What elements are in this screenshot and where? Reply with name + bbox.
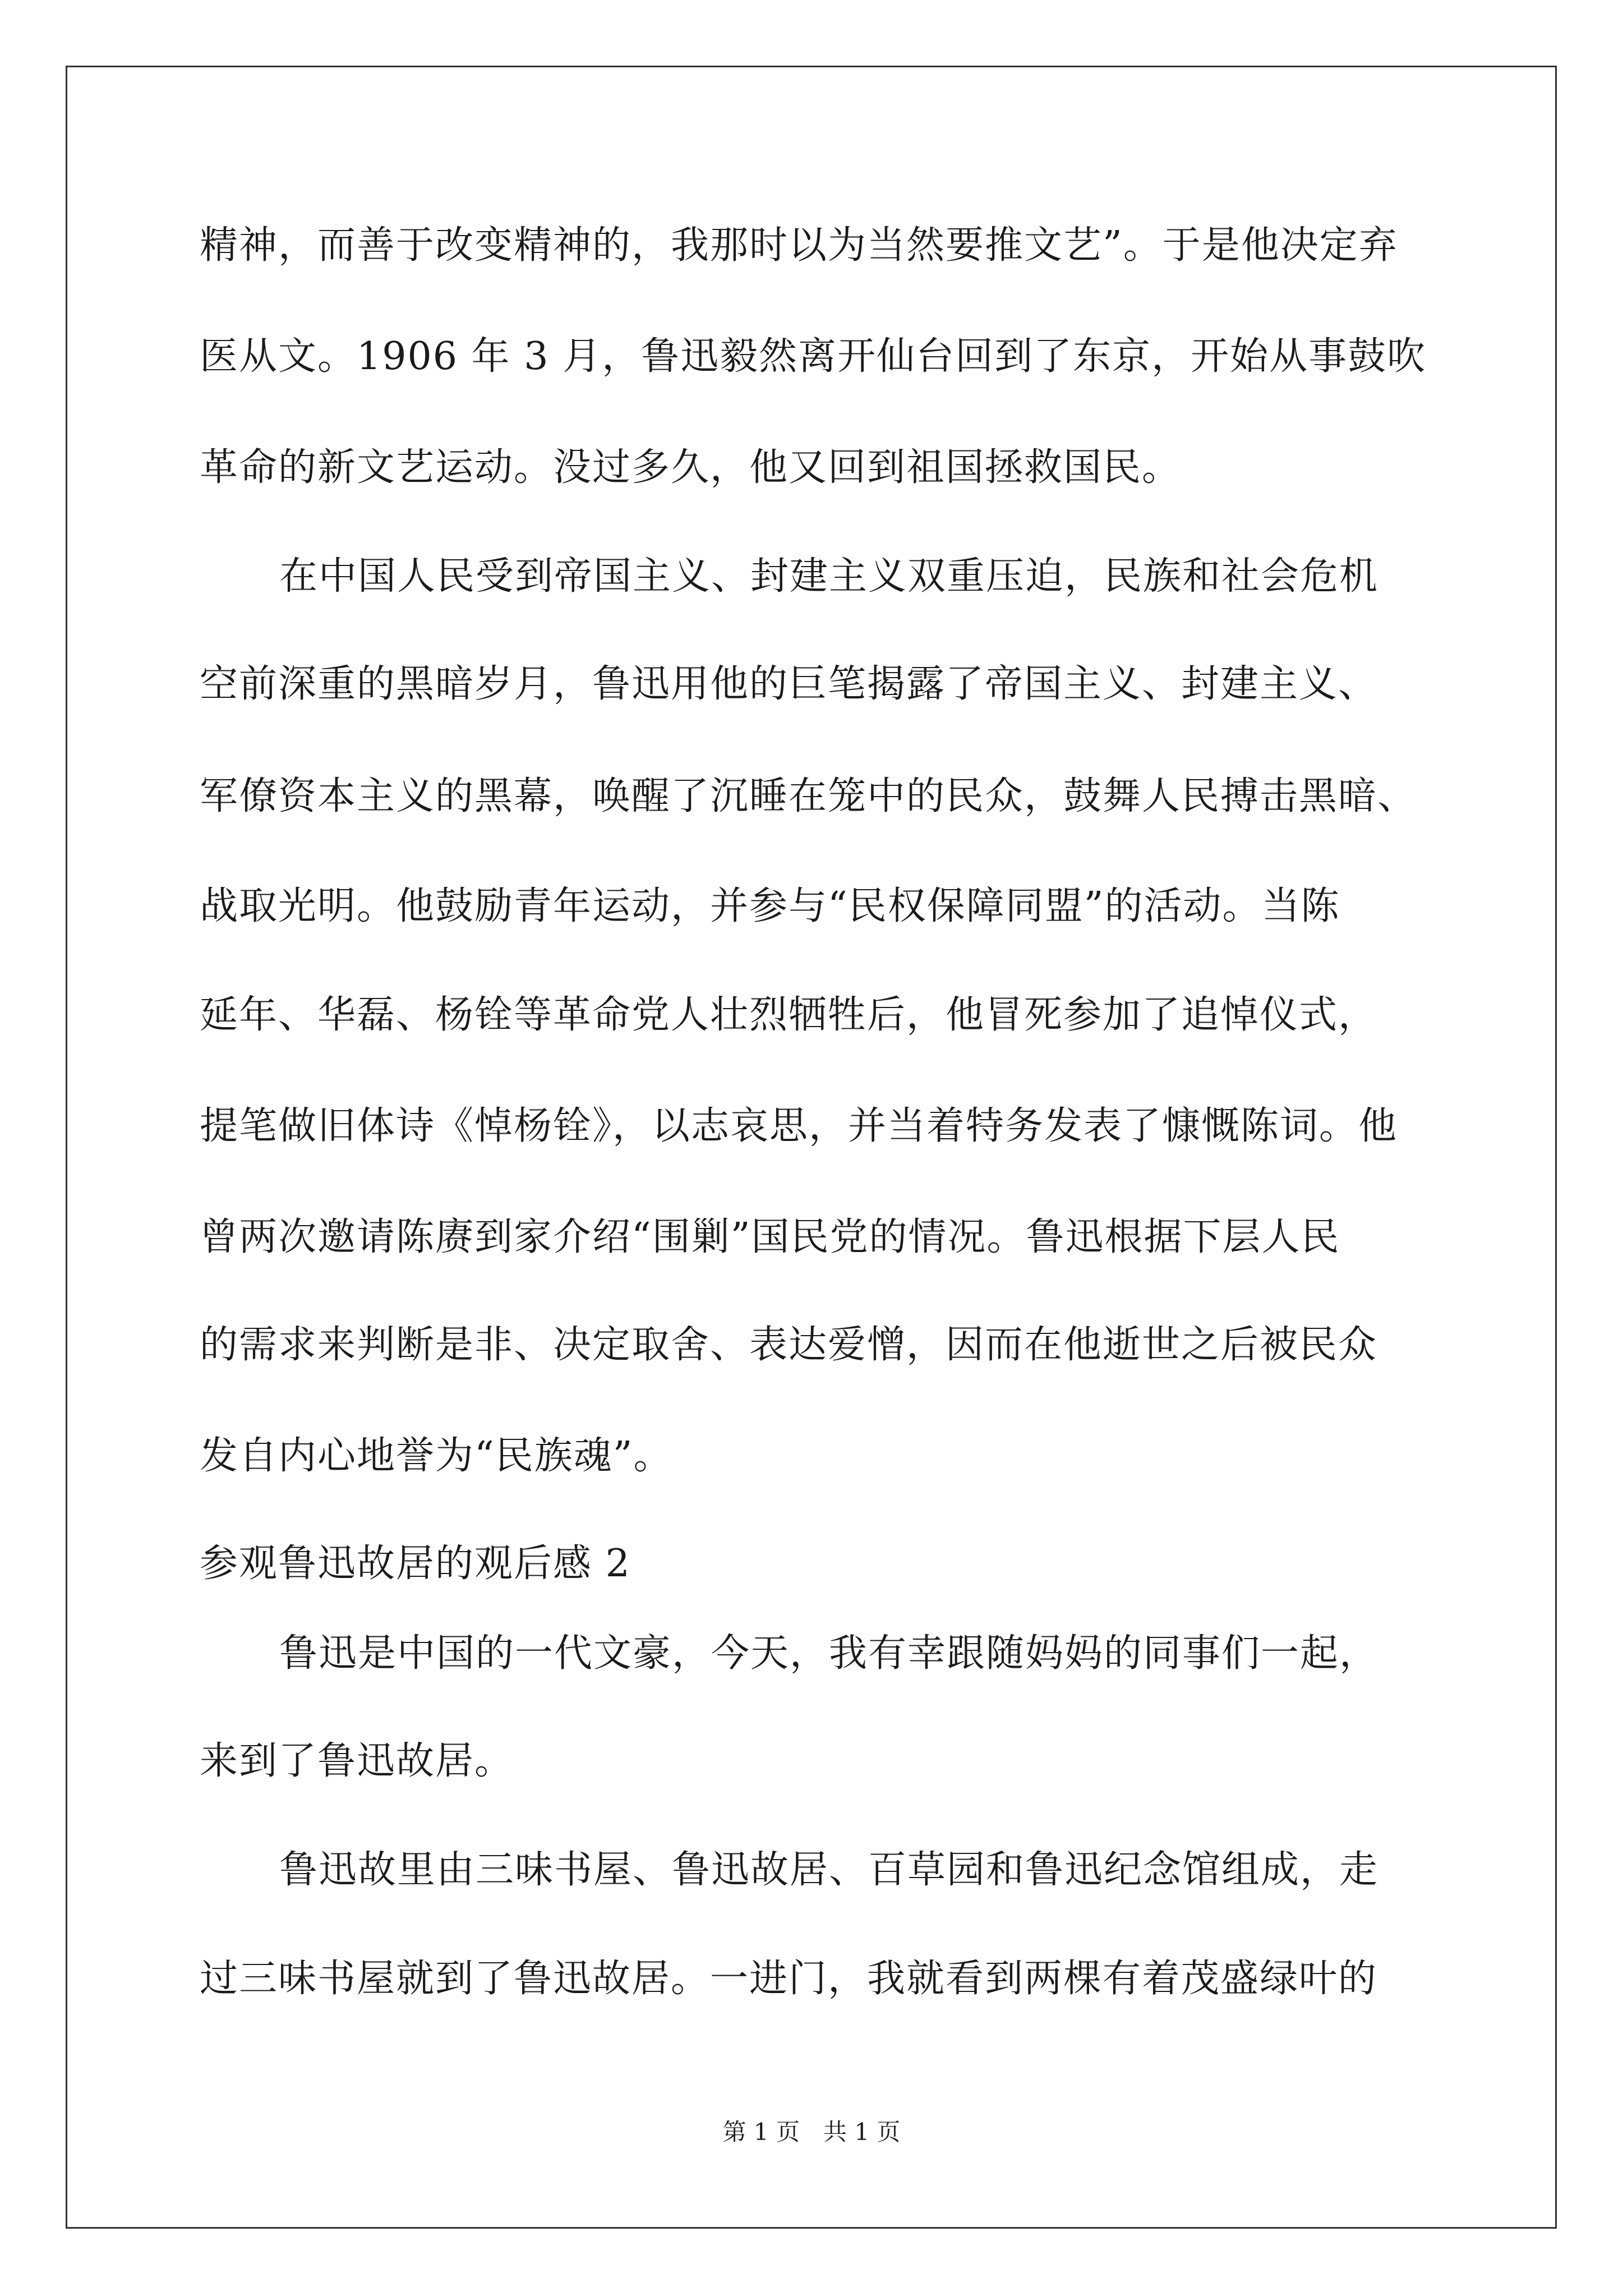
body-line-8: 延年、华磊、杨铨等革命党人壮烈牺牲后，他冒死参加了追悼仪式， — [200, 993, 1378, 1037]
section-heading: 参观鲁迅故居的观后感 2 — [200, 1542, 631, 1586]
body-line-1: 精神，而善于改变精神的，我那时以为当然要推文艺”。于是他决定弃 — [200, 223, 1398, 268]
body-line-12: 发自内心地誉为“民族魂”。 — [200, 1434, 673, 1478]
body-line-6: 军僚资本主义的黑幕，唤醒了沉睡在笼中的民众，鼓舞人民搏击黑暗、 — [200, 774, 1417, 818]
body-line-14: 鲁迅是中国的一代文豪，今天，我有幸跟随妈妈的同事们一起， — [279, 1631, 1379, 1676]
body-line-15: 来到了鲁迅故居。 — [200, 1739, 514, 1783]
body-line-7: 战取光明。他鼓励青年运动，并参与“民权保障同盟”的活动。当陈 — [200, 884, 1340, 928]
body-line-2: 医从文。1906 年 3 月，鲁迅毅然离开仙台回到了东京，开始从事鼓吹 — [200, 334, 1427, 379]
body-line-3: 革命的新文艺运动。没过多久，他又回到祖国拯救国民。 — [200, 445, 1182, 490]
body-line-11: 的需求来判断是非、决定取舍、表达爱憎，因而在他逝世之后被民众 — [200, 1323, 1378, 1367]
body-line-17: 过三味书屋就到了鲁迅故居。一进门，我就看到两棵有着茂盛绿叶的 — [200, 1957, 1378, 2001]
body-line-5: 空前深重的黑暗岁月，鲁迅用他的巨笔揭露了帝国主义、封建主义、 — [200, 662, 1378, 706]
body-line-16: 鲁迅故里由三味书屋、鲁迅故居、百草园和鲁迅纪念馆组成，走 — [279, 1848, 1379, 1892]
body-line-4: 在中国人民受到帝国主义、封建主义双重压迫，民族和社会危机 — [279, 554, 1379, 599]
body-line-9: 提笔做旧体诗《悼杨铨》，以志哀思，并当着特务发表了慷慨陈词。他 — [200, 1104, 1398, 1148]
body-line-10: 曾两次邀请陈赓到家介绍“围剿”国民党的情况。鲁迅根据下层人民 — [200, 1215, 1340, 1259]
page-number-footer: 第 1 页 共 1 页 — [722, 2118, 901, 2146]
